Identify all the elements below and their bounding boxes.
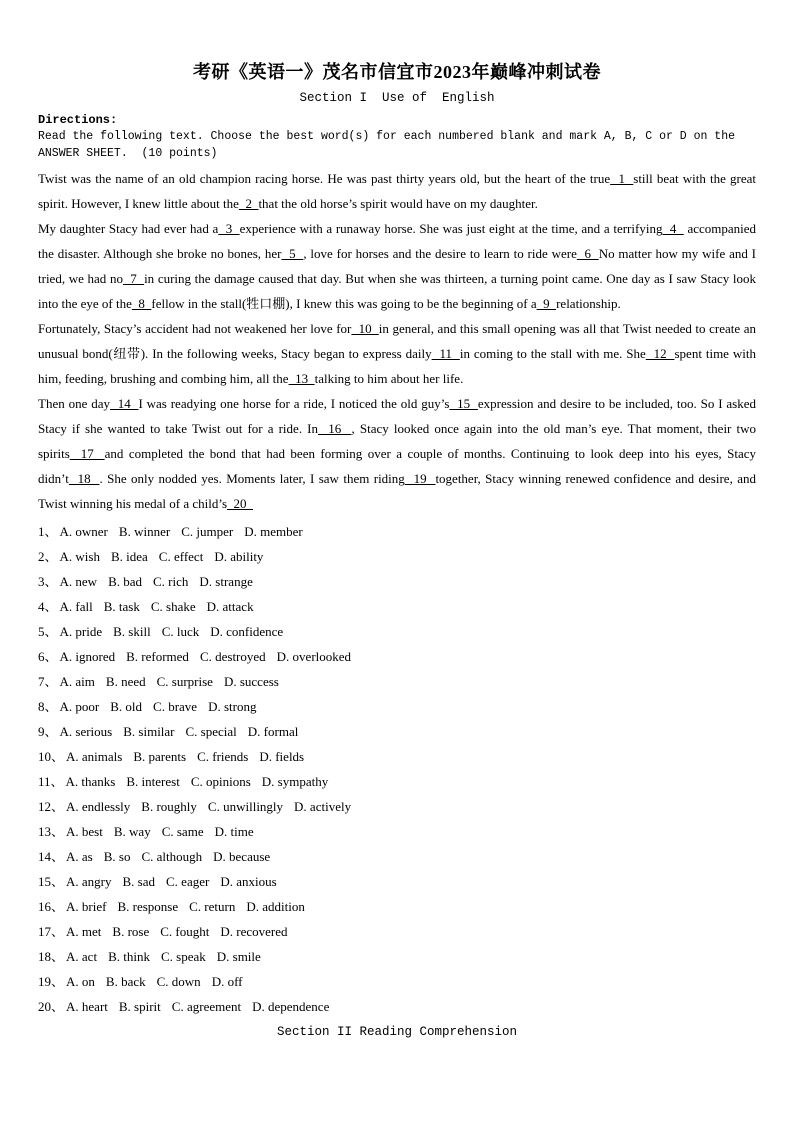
question-number: 2、 [38, 549, 58, 564]
question-13-option-d: D. time [214, 824, 254, 839]
question-7-option-b: B. need [105, 674, 146, 689]
question-15-option-b: B. sad [122, 874, 156, 889]
section1-heading: Section I Use of English [299, 91, 495, 105]
cloze-blank-14: 14 [109, 396, 139, 411]
directions-text: Read the following text. Choose the best word(s) for each numbered blank and mark A, B, C or D on the ANSWER SHEET. (10 points) [38, 130, 742, 160]
cloze-blank-1: 1 [610, 171, 634, 186]
question-5-option-d: D. confidence [210, 624, 284, 639]
question-2-option-c: C. effect [158, 549, 204, 564]
question-20-option-d: D. dependence [252, 999, 330, 1014]
question-17-option-a: A. met [66, 924, 102, 939]
question-number: 20、 [38, 999, 65, 1014]
question-row-16 [38, 894, 756, 919]
question-14-option-a: A. as [66, 849, 93, 864]
question-19-option-d: D. off [211, 974, 243, 989]
question-14-option-c: C. although [141, 849, 203, 864]
question-number: 16、 [38, 899, 65, 914]
question-6-option-d: D. overlooked [276, 649, 352, 664]
question-number: 18、 [38, 949, 65, 964]
question-6-option-b: B. reformed [126, 649, 189, 664]
cloze-blank-2: 2 [238, 196, 259, 211]
question-row-5 [38, 619, 756, 644]
question-number: 15、 [38, 874, 65, 889]
question-9-option-a: A. serious [59, 724, 113, 739]
question-number: 7、 [38, 674, 58, 689]
question-1-option-a: A. owner [59, 524, 108, 539]
question-number: 19、 [38, 974, 65, 989]
question-14-option-d: D. because [213, 849, 271, 864]
cloze-blank-5: 5 [281, 246, 304, 261]
question-7-option-a: A. aim [59, 674, 95, 689]
question-row-13 [38, 819, 756, 844]
question-row-9 [38, 719, 756, 744]
question-2-option-d: D. ability [214, 549, 264, 564]
cloze-blank-8: 8 [131, 296, 152, 311]
cloze-blank-18: 18 [68, 471, 100, 486]
cloze-blank-11: 11 [431, 346, 460, 361]
question-18-option-a: A. act [66, 949, 98, 964]
question-row-4 [38, 594, 756, 619]
question-9-option-b: B. similar [123, 724, 175, 739]
question-13-option-a: A. best [66, 824, 103, 839]
question-10-option-a: A. animals [66, 749, 123, 764]
question-row-11 [38, 769, 756, 794]
question-number: 4、 [38, 599, 58, 614]
cloze-blank-13: 13 [288, 371, 315, 386]
question-17-option-b: B. rose [112, 924, 150, 939]
question-2-option-a: A. wish [59, 549, 100, 564]
question-number: 6、 [38, 649, 58, 664]
cloze-blank-10: 10 [351, 321, 379, 336]
question-11-option-b: B. interest [126, 774, 180, 789]
question-number: 5、 [38, 624, 58, 639]
cloze-blank-9: 9 [536, 296, 557, 311]
question-4-option-c: C. shake [150, 599, 196, 614]
question-5-option-c: C. luck [161, 624, 200, 639]
question-15-option-a: A. angry [66, 874, 112, 889]
question-row-6 [38, 644, 756, 669]
question-3-option-c: C. rich [153, 574, 189, 589]
question-list [38, 519, 756, 1019]
question-7-option-c: C. surprise [156, 674, 213, 689]
question-1-option-c: C. jumper [181, 524, 234, 539]
question-4-option-b: B. task [103, 599, 140, 614]
passage-paragraph: Fortunately, Stacy’s accident had not weakened her love for 10 in general, and this small opening was all that Twist needed to create an unusual bond(纽带). In the following weeks, Stacy began to express daily 11 in coming to the stall with me. She 12 spent time with him, feeding, brushing and combing him, all the 13 talking to him about her life. [38, 321, 757, 386]
question-2-option-b: B. idea [110, 549, 148, 564]
question-row-20 [38, 994, 756, 1019]
directions-label: Directions: [38, 113, 118, 127]
question-8-option-c: C. brave [153, 699, 198, 714]
question-18-option-d: D. smile [216, 949, 261, 964]
cloze-blank-17: 17 [69, 446, 105, 461]
question-row-7 [38, 669, 756, 694]
question-19-option-a: A. on [66, 974, 95, 989]
question-20-option-c: C. agreement [171, 999, 242, 1014]
question-20-option-a: A. heart [66, 999, 108, 1014]
question-row-12 [38, 794, 756, 819]
cloze-passage [38, 166, 756, 516]
question-row-10 [38, 744, 756, 769]
question-9-option-d: D. formal [247, 724, 299, 739]
question-10-option-d: D. fields [259, 749, 305, 764]
cloze-blank-16: 16 [318, 421, 352, 436]
question-number: 14、 [38, 849, 65, 864]
question-row-19 [38, 969, 756, 994]
question-20-option-b: B. spirit [118, 999, 161, 1014]
cloze-blank-3: 3 [218, 221, 240, 236]
question-number: 1、 [38, 524, 58, 539]
question-5-option-b: B. skill [113, 624, 151, 639]
question-16-option-b: B. response [117, 899, 179, 914]
question-5-option-a: A. pride [59, 624, 103, 639]
question-19-option-c: C. down [156, 974, 201, 989]
question-11-option-c: C. opinions [190, 774, 251, 789]
question-4-option-a: A. fall [59, 599, 93, 614]
question-13-option-b: B. way [113, 824, 151, 839]
question-row-17 [38, 919, 756, 944]
question-7-option-d: D. success [223, 674, 279, 689]
question-number: 13、 [38, 824, 65, 839]
question-8-option-a: A. poor [59, 699, 100, 714]
question-number: 3、 [38, 574, 58, 589]
question-row-8 [38, 694, 756, 719]
question-3-option-d: D. strange [199, 574, 253, 589]
question-15-option-d: D. anxious [220, 874, 277, 889]
question-number: 17、 [38, 924, 65, 939]
question-12-option-c: C. unwillingly [207, 799, 284, 814]
question-11-option-a: A. thanks [65, 774, 116, 789]
question-1-option-d: D. member [244, 524, 303, 539]
question-number: 9、 [38, 724, 58, 739]
question-16-option-c: C. return [189, 899, 236, 914]
question-3-option-a: A. new [59, 574, 98, 589]
cloze-blank-4: 4 [662, 221, 684, 236]
question-row-3 [38, 569, 756, 594]
question-row-14 [38, 844, 756, 869]
question-16-option-a: A. brief [66, 899, 107, 914]
question-9-option-c: C. special [185, 724, 237, 739]
question-6-option-c: C. destroyed [199, 649, 266, 664]
question-12-option-d: D. actively [294, 799, 352, 814]
question-17-option-d: D. recovered [220, 924, 288, 939]
exam-title: 考研《英语一》茂名市信宜市2023年巅峰冲刺试卷 [193, 62, 601, 82]
question-8-option-b: B. old [110, 699, 143, 714]
question-6-option-a: A. ignored [59, 649, 116, 664]
question-11-option-d: D. sympathy [261, 774, 329, 789]
question-row-18 [38, 944, 756, 969]
question-13-option-c: C. same [161, 824, 204, 839]
question-4-option-d: D. attack [206, 599, 254, 614]
question-18-option-c: C. speak [160, 949, 206, 964]
question-3-option-b: B. bad [108, 574, 143, 589]
passage-paragraph: Then one day 14 I was readying one horse for a ride, I noticed the old guy’s 15 expression and desire to be included, too. So I asked Stacy if she wanted to take Twist out for a ride. In 16 , Stacy looked once again into the old man’s eye. That moment, their two spirits 17 and completed the bond that had been forming over a couple of months. Continuing to look deep into his eyes, Stacy didn’t 18 . She only nodded yes. Moments later, I saw them riding 19 together, Stacy winning renewed confidence and desire, and Twist winning his medal of a child’s 20 [38, 396, 757, 511]
cloze-blank-15: 15 [449, 396, 478, 411]
cloze-blank-6: 6 [576, 246, 599, 261]
question-18-option-b: B. think [108, 949, 150, 964]
cloze-blank-7: 7 [122, 271, 145, 286]
question-number: 10、 [38, 749, 65, 764]
section2-heading: Section II Reading Comprehension [276, 1025, 518, 1039]
question-12-option-a: A. endlessly [66, 799, 131, 814]
question-row-1 [38, 519, 756, 544]
cloze-blank-20: 20 [227, 496, 254, 511]
question-12-option-b: B. roughly [141, 799, 197, 814]
question-1-option-b: B. winner [118, 524, 171, 539]
cloze-blank-19: 19 [404, 471, 436, 486]
question-row-15 [38, 869, 756, 894]
question-16-option-d: D. addition [246, 899, 305, 914]
passage-paragraph: My daughter Stacy had ever had a 3 experience with a runaway horse. She was just eight at the time, and a terrifying 4 accompanied the disaster. Although she broke no bones, her 5 , love for horses and the desire to learn to ride were 6 No matter how my wife and I tried, we had no 7 in curing the damage caused that day. But when she was thirteen, a turning point came. One day as I saw Stacy look into the eye of the 8 fellow in the stall(牲口棚), I knew this was going to be the beginning of a 9 relationship. [38, 221, 757, 311]
question-8-option-d: D. strong [208, 699, 257, 714]
question-number: 11、 [38, 774, 64, 789]
question-10-option-b: B. parents [133, 749, 187, 764]
question-row-2 [38, 544, 756, 569]
question-number: 12、 [38, 799, 65, 814]
question-number: 8、 [38, 699, 58, 714]
question-17-option-c: C. fought [160, 924, 210, 939]
passage-paragraph: Twist was the name of an old champion racing horse. He was past thirty years old, but the heart of the true 1 still beat with the great spirit. However, I knew little about the 2 that the old horse’s spirit would have on my daughter. [38, 171, 756, 211]
question-14-option-b: B. so [103, 849, 131, 864]
question-19-option-b: B. back [105, 974, 146, 989]
question-10-option-c: C. friends [197, 749, 249, 764]
cloze-blank-12: 12 [645, 346, 675, 361]
question-15-option-c: C. eager [166, 874, 210, 889]
